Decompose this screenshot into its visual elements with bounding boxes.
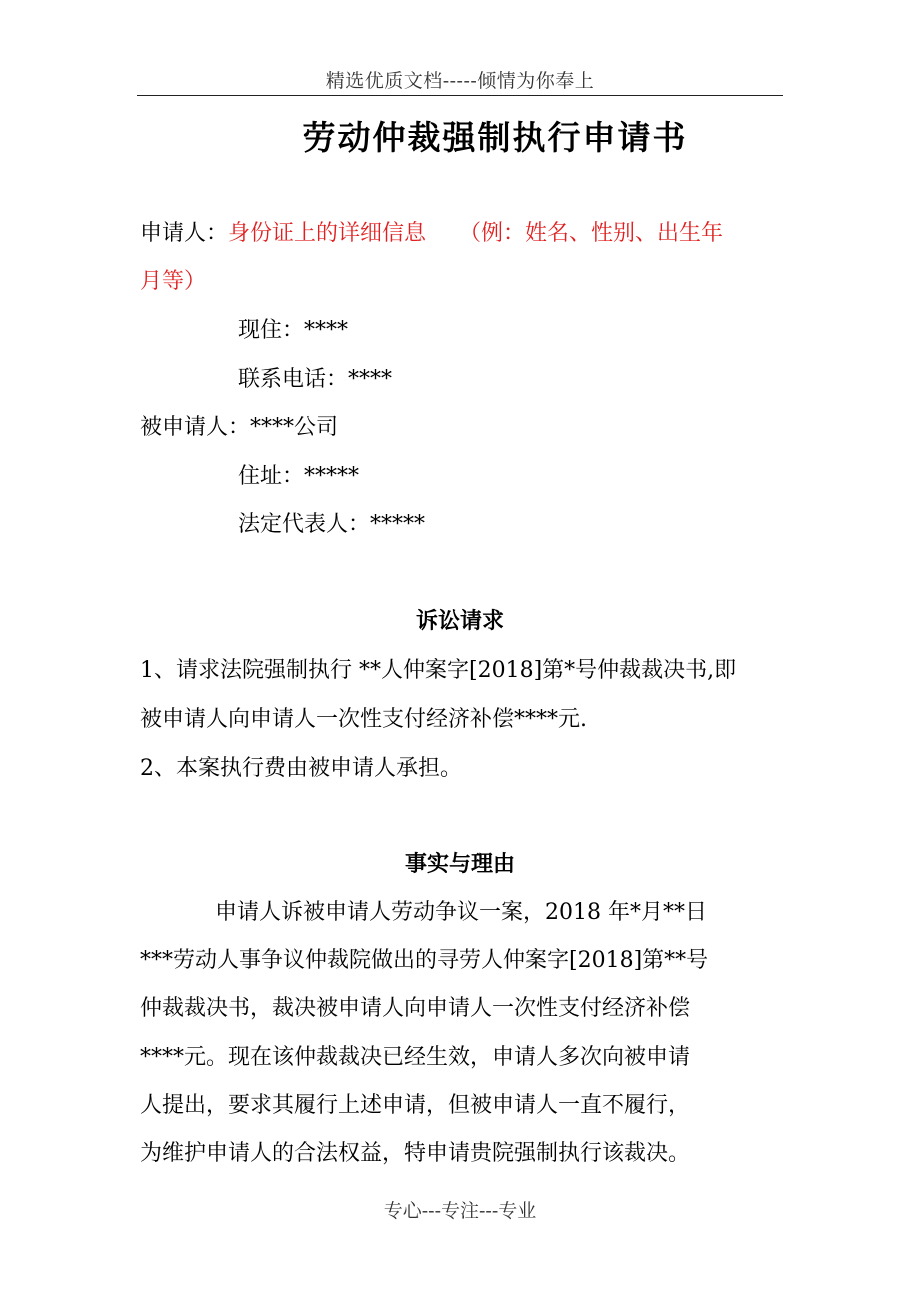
applicant-residence: 现住：**** <box>238 318 349 343</box>
respondent-legal-rep: 法定代表人：***** <box>238 512 426 537</box>
facts-line: 人提出，要求其履行上述申请，但被申请人一直不履行， <box>140 1093 691 1118</box>
document-title: 劳动仲裁强制执行申请书 <box>302 118 688 157</box>
applicant-line <box>140 219 723 249</box>
page-footer: 专心---专注---专业 <box>383 1200 537 1222</box>
facts-line: ***劳动人事争议仲裁院做出的寻劳人仲案字[2018]第**号 <box>140 948 709 973</box>
claims-heading: 诉讼请求 <box>415 608 504 634</box>
facts-line: 为维护申请人的合法权益，特申请贵院强制执行该裁决。 <box>140 1141 691 1166</box>
facts-line: ****元。现在该仲裁裁决已经生效，申请人多次向被申请 <box>140 1045 691 1070</box>
facts-line: 申请人诉被申请人劳动争议一案，2018 年*月**日 <box>215 900 707 925</box>
claim-item-2: 2、本案执行费由被申请人承担。 <box>140 756 462 781</box>
claim-item-1-line1: 1、请求法院强制执行 **人仲案字[2018]第*号仲裁裁决书,即 <box>140 658 737 683</box>
claim-item-1-line2: 被申请人向申请人一次性支付经济补偿****元. <box>140 707 587 732</box>
applicant-info-line2: 月等） <box>140 269 207 294</box>
facts-heading: 事实与理由 <box>404 851 515 877</box>
applicant-label: 申请人： <box>140 221 229 246</box>
applicant-info-line1: 身份证上的详细信息 （例：姓名、性别、出生年 <box>228 221 724 246</box>
facts-line: 仲裁裁决书，裁决被申请人向申请人一次性支付经济补偿 <box>140 996 691 1021</box>
header-divider <box>137 95 783 96</box>
applicant-phone: 联系电话：**** <box>238 367 393 392</box>
respondent-line: 被申请人：****公司 <box>140 415 339 440</box>
page-header: 精选优质文档-----倾情为你奉上 <box>325 70 595 92</box>
respondent-address: 住址：***** <box>238 464 360 489</box>
